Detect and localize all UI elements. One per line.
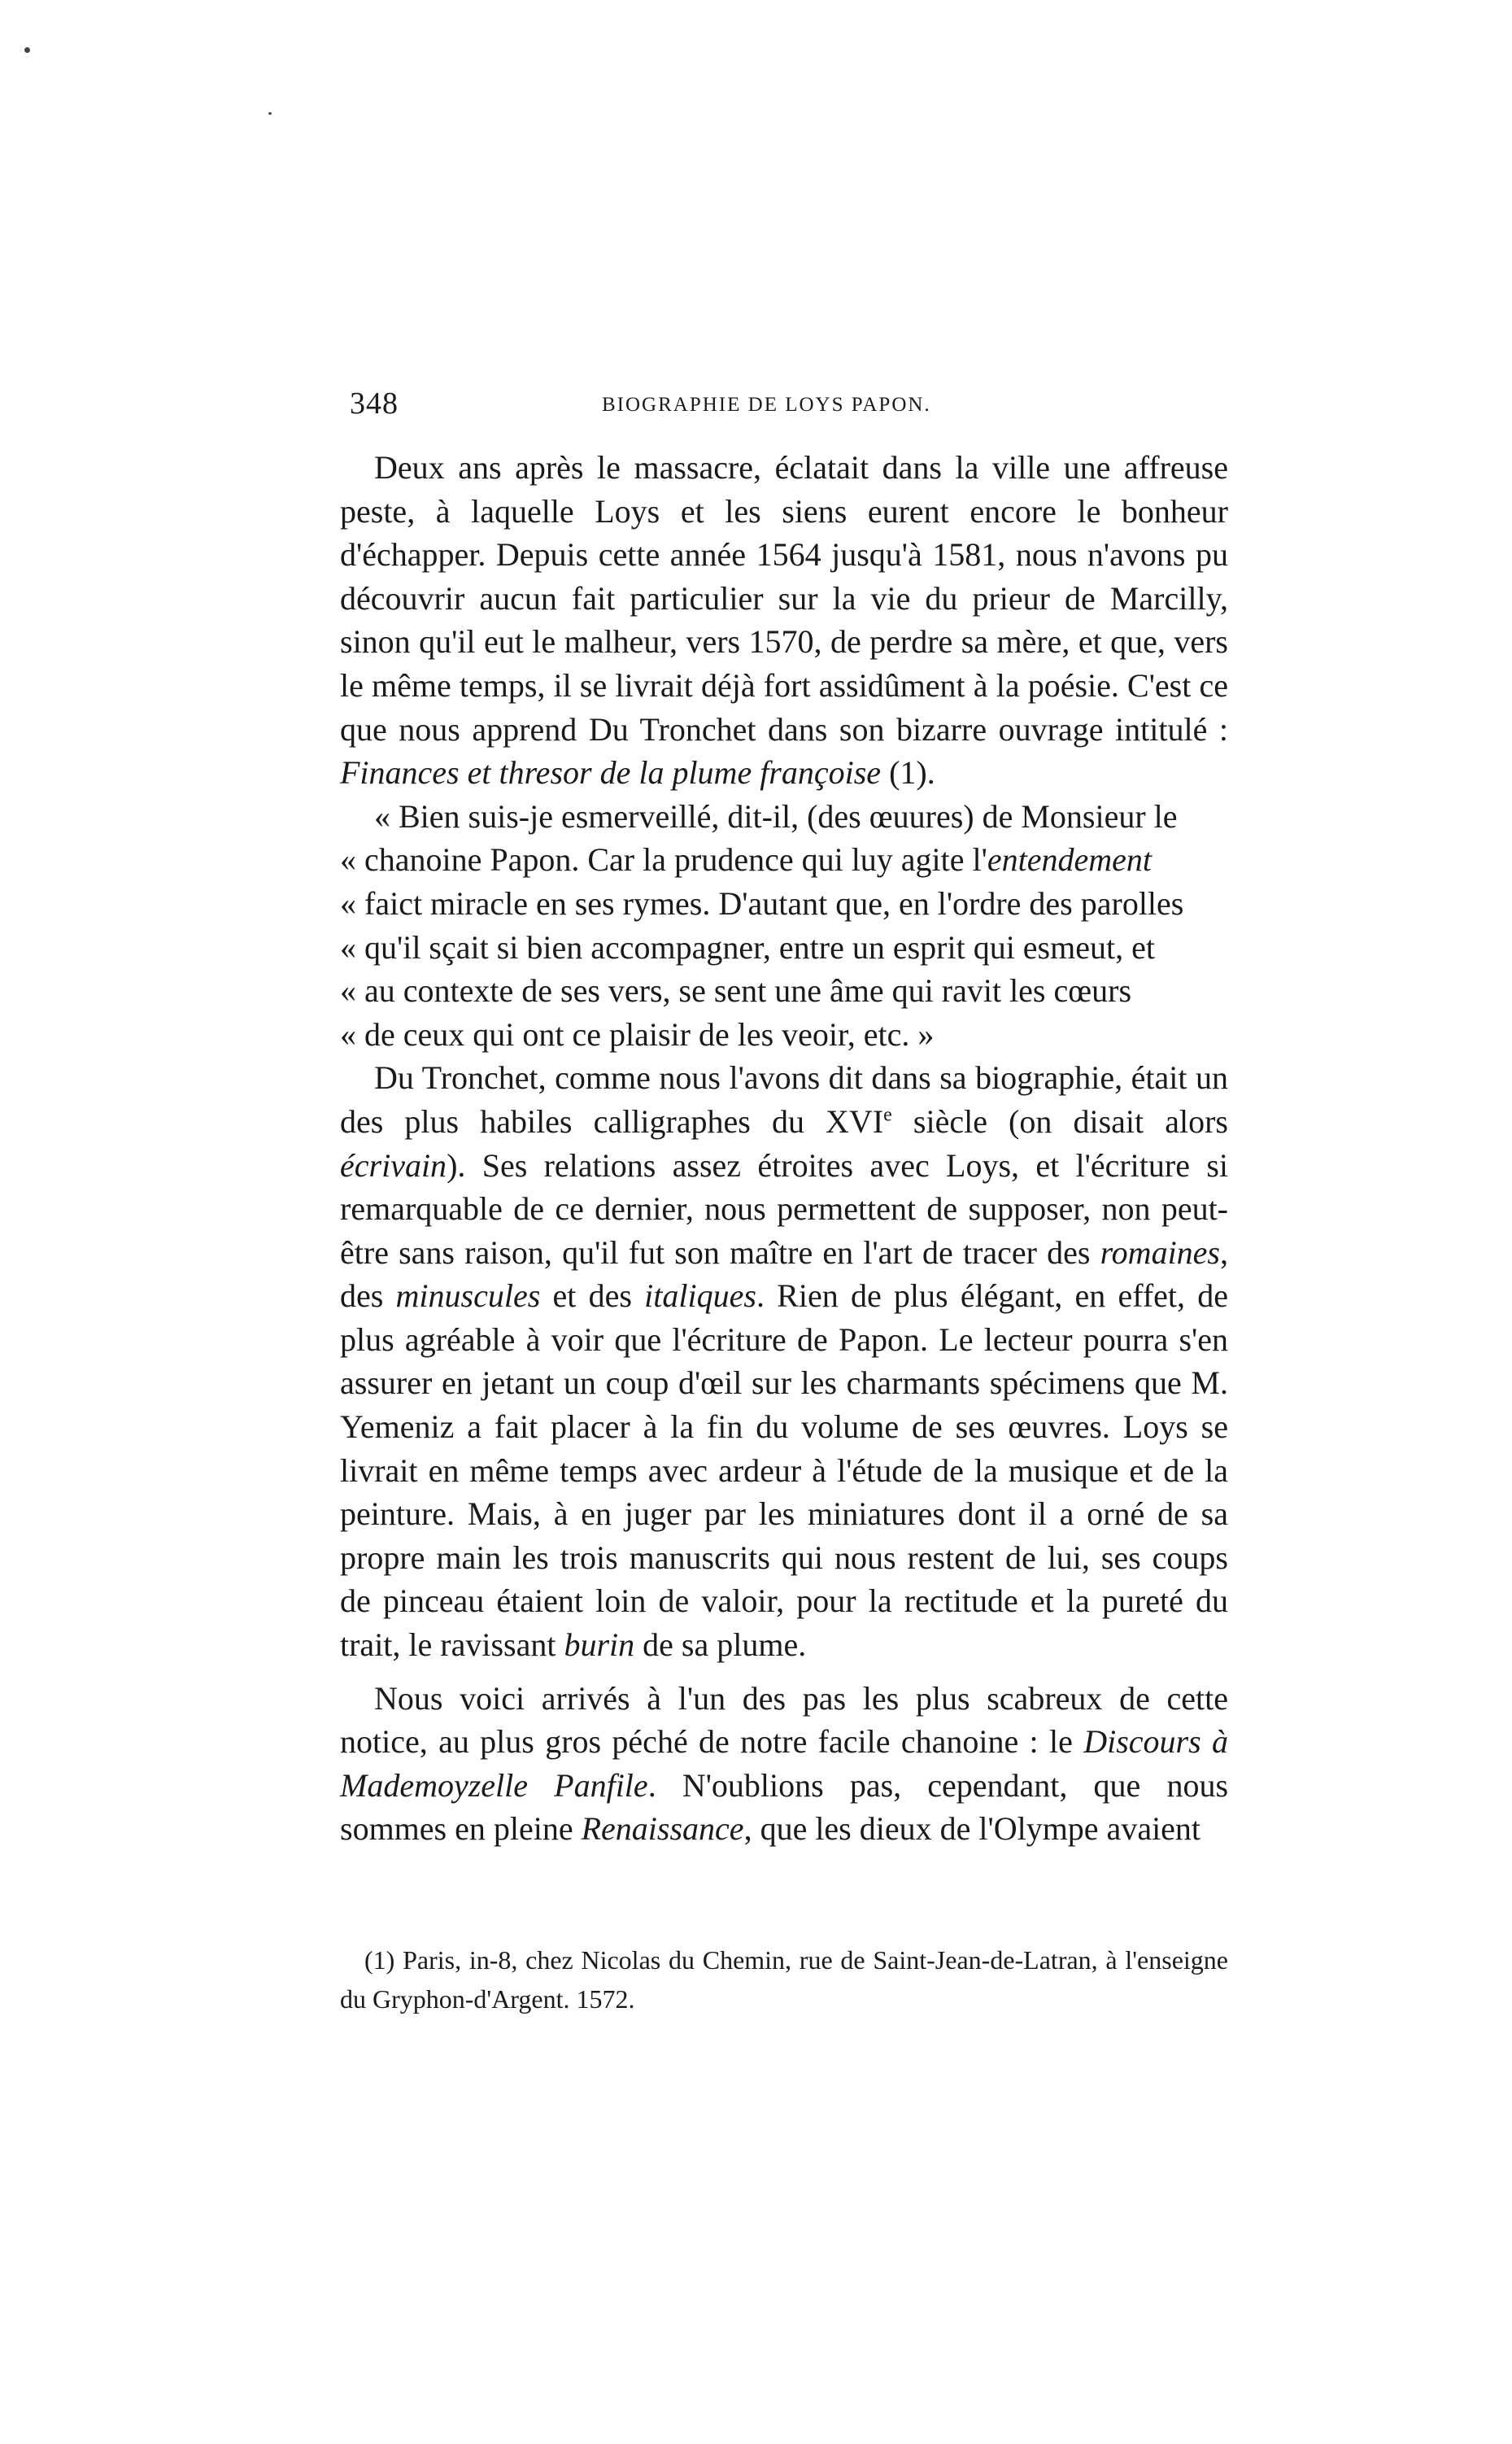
footnote [340,1940,1228,2018]
italic-word: italiques [644,1277,756,1315]
text-run: Du Tronchet, comme nous l'avons dit dans sa biographie, était un des plus habiles calligraphes du XVI [340,1059,1228,1140]
paper-speck [24,47,30,53]
paragraph [340,1677,1228,1851]
quote-line [340,838,1228,882]
quote-line [340,1013,1228,1057]
text-run: . Rien de plus élégant, en effet, de plus agréable à voir que l'écriture de Papon. Le lecteur pourra s'en assurer en jetant un coup d'œil sur les charmants spécimens que M. Yemeniz a fait placer à la fin du volume de ses œuvres. Loys se livrait en même temps avec ardeur à l'étude de la musique et de la peinture. Mais, à en juger par les miniatures dont il a orné de sa propre main les trois manuscrits qui nous restent de lui, ses coups de pinceau étaient loin de valoir, pour la rectitude et la pureté du trait, le ravissant [340,1277,1229,1664]
text-run: « de ceux qui ont ce plaisir de les veoir, etc. » [340,1015,935,1053]
paper-speck [268,112,272,115]
quote-line [340,926,1228,970]
text-run: . N'oublions pas, cependant, que nous sommes en pleine [340,1766,1229,1848]
italic-word: minuscules [395,1277,541,1315]
italic-word: écrivain [340,1146,447,1184]
italic-word: romaines [1100,1233,1220,1271]
superscript: e [883,1104,892,1126]
text-run: Deux ans après le massacre, éclatait dans la ville une affreuse peste, à laquelle Loys et les siens eurent encore le bonheur d'échapper. Depuis cette année 1564 jusqu'à 1581, nous n'avons pu découvrir aucun fait particulier sur la vie du prieur de Marcilly, sinon qu'il eut le malheur, vers 1570, de perdre sa mère, et que, vers le même temps, il se livrait déjà fort assidûment à la poésie. C'est ce que nous apprend Du Tronchet dans son bizarre ouvrage intitulé : [340,449,1228,748]
book-title: Finances et thresor de la plume françoise [340,754,882,792]
text-run: (1). [881,754,935,792]
quote-line [340,795,1228,839]
italic-word: entendement [987,841,1152,879]
italic-word: Renaissance [581,1810,744,1848]
text-run: « chanoine Papon. Car la prudence qui luy agite l' [340,841,987,879]
text-run: , que les dieux de l'Olympe avaient [743,1810,1201,1848]
paragraph [340,446,1228,795]
italic-title: Discours à Mademoyzelle Panfile [340,1723,1228,1804]
text-run: « Bien suis-je esmerveillé, dit-il, (des œuures) de Monsieur le [374,797,1178,835]
text-run: « faict miracle en ses rymes. D'autant que, en l'ordre des parolles [340,884,1184,922]
text-run: ). Ses relations assez étroites avec Loys, et l'écriture si remarquable de ce dernier, nous permettent de supposer, non peut-être sans raison, qu'il fut son maître en l'art de tracer des [340,1146,1228,1271]
footnote-text: (1) Paris, in-8, chez Nicolas du Chemin, rue de Saint-Jean-de-Latran, à l'enseigne du Gryphon-d'Argent. 1572. [340,1945,1228,2014]
text-run: de sa plume. [634,1626,807,1664]
paragraph [340,1056,1228,1666]
text-run: siècle (on disait alors [891,1102,1228,1140]
running-head: BIOGRAPHIE DE LOYS PAPON. [602,394,931,416]
page-header [350,386,1244,434]
quote-line [340,882,1228,926]
page-number: 348 [350,386,399,421]
text-run: , des [340,1233,1228,1315]
italic-word: burin [564,1626,635,1664]
text-run: « qu'il sçait si bien accompagner, entre un esprit qui esmeut, et [340,928,1155,966]
body-text [340,446,1228,1851]
quote-line [340,969,1228,1013]
text-run: et des [540,1277,645,1315]
text-run: Nous voici arrivés à l'un des pas les plus scabreux de cette notice, au plus gros péché de notre facile chanoine : le [340,1679,1228,1761]
text-run: « au contexte de ses vers, se sent une âme qui ravit les cœurs [340,972,1132,1010]
